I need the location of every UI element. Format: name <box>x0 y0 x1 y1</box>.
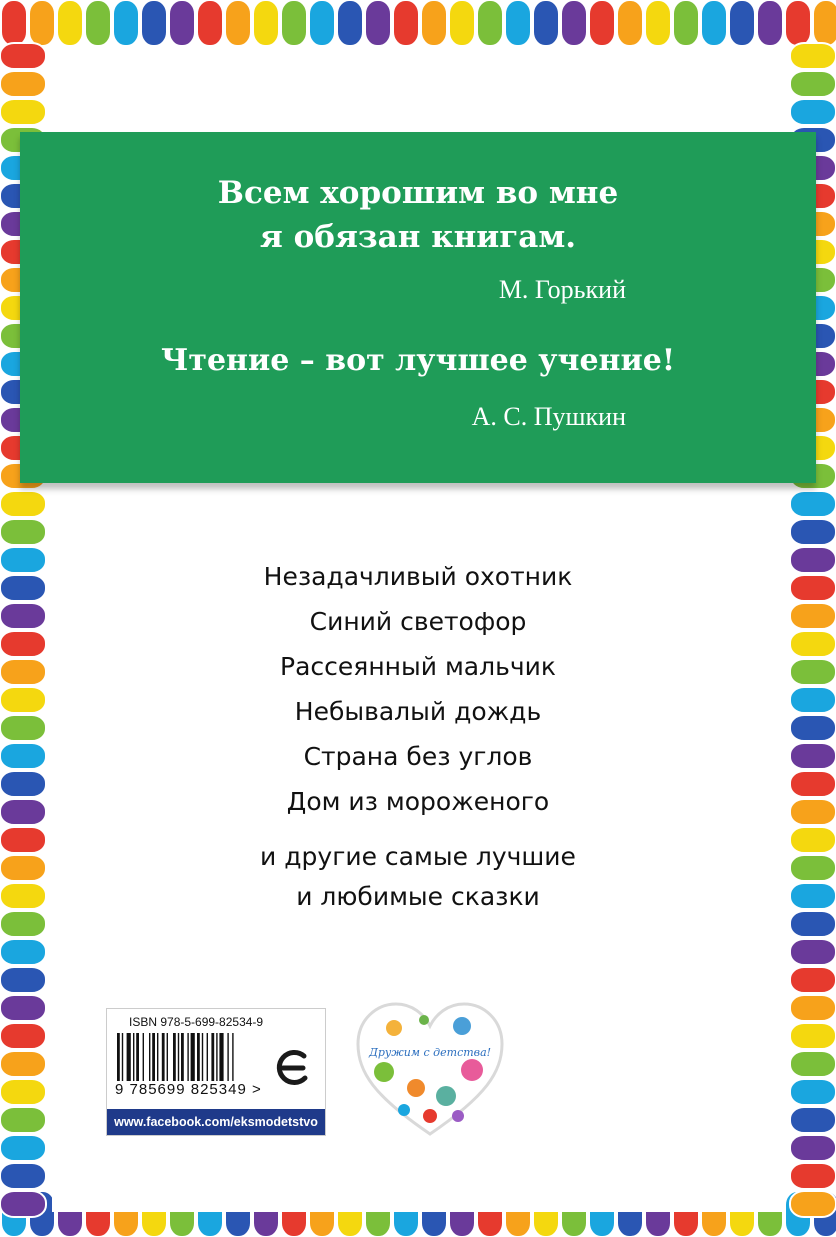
frame-scallop <box>790 995 836 1021</box>
frame-scallop <box>0 967 46 993</box>
frame-scallop <box>790 99 836 125</box>
frame-scallop <box>113 0 139 46</box>
frame-scallop <box>785 0 811 46</box>
frame-scallop <box>0 827 46 853</box>
barcode-bar <box>173 1033 176 1081</box>
frame-scallop <box>0 1023 46 1049</box>
frame-scallop <box>0 631 46 657</box>
frame-scallop <box>589 0 615 46</box>
frame-scallop <box>253 0 279 46</box>
frame-scallop <box>790 1107 836 1133</box>
barcode-bar <box>122 1033 123 1081</box>
frame-scallop <box>281 0 307 46</box>
story-title: Дом из мороженого <box>286 787 550 816</box>
quotes-panel <box>20 132 816 483</box>
frame-scallop <box>0 1191 46 1217</box>
contents-list <box>170 560 666 920</box>
barcode-bar <box>187 1033 188 1081</box>
story-title: Синий светофор <box>309 607 527 636</box>
frame-scallop <box>477 0 503 46</box>
frame-scallop <box>790 771 836 797</box>
frame-scallop <box>1 0 27 46</box>
gorky-quote-line-2: я обязан книгам. <box>259 219 577 255</box>
frame-scallop <box>790 687 836 713</box>
barcode-bar <box>216 1033 217 1081</box>
frame-scallop <box>0 547 46 573</box>
frame-scallop <box>0 603 46 629</box>
frame-scallop <box>645 0 671 46</box>
frame-scallop <box>790 967 836 993</box>
frame-scallop <box>309 0 335 46</box>
frame-scallop <box>85 0 111 46</box>
frame-scallop <box>790 1051 836 1077</box>
barcode-bar <box>152 1033 155 1081</box>
frame-scallop <box>141 0 167 46</box>
barcode-bar <box>219 1033 223 1081</box>
frame-scallop <box>0 99 46 125</box>
barcode-bar <box>191 1033 195 1081</box>
barcode-bar <box>127 1033 131 1081</box>
frame-scallop <box>197 0 223 46</box>
frame-scallop <box>0 939 46 965</box>
frame-scallop <box>0 1135 46 1161</box>
story-title: Рассеянный мальчик <box>280 652 556 681</box>
barcode-bar <box>207 1033 208 1081</box>
frame-scallop <box>0 43 46 69</box>
frame-scallop <box>790 799 836 825</box>
frame-scallop <box>225 0 251 46</box>
frame-scallop <box>617 0 643 46</box>
frame-scallop <box>790 547 836 573</box>
story-title: Небывалый дождь <box>294 697 542 726</box>
frame-scallop <box>790 43 836 69</box>
barcode-bar <box>211 1033 214 1081</box>
frame-scallop <box>0 491 46 517</box>
frame-scallop <box>790 715 836 741</box>
frame-scallop <box>790 1163 836 1189</box>
frame-scallop <box>505 0 531 46</box>
barcode-digits: 9 785699 825349 > <box>115 1081 262 1098</box>
isbn-label: ISBN 978-5-699-82534-9 <box>129 1015 264 1029</box>
badge-text: Дружим с детства! <box>368 1046 492 1059</box>
pushkin-author: А. С. Пушкин <box>471 402 626 431</box>
frame-scallop <box>533 0 559 46</box>
publisher-url: www.facebook.com/eksmodetstvo <box>107 1109 325 1135</box>
frame-scallop <box>790 939 836 965</box>
frame-scallop <box>0 855 46 881</box>
frame-scallop <box>0 743 46 769</box>
barcode-bar <box>167 1033 168 1081</box>
story-title: Незадачливый охотник <box>263 562 573 591</box>
frame-scallop <box>561 0 587 46</box>
more-stories-line-1: и другие самые лучшие <box>260 842 576 871</box>
frame-scallop <box>393 0 419 46</box>
frame-scallop <box>790 71 836 97</box>
frame-scallop <box>790 855 836 881</box>
frame-scallop <box>790 911 836 937</box>
frame-scallop <box>421 0 447 46</box>
frame-scallop <box>0 911 46 937</box>
frame-scallop <box>29 0 55 46</box>
barcode-icon <box>117 1033 277 1081</box>
frame-scallop <box>790 603 836 629</box>
frame-scallop <box>0 1079 46 1105</box>
frame-scallop <box>701 0 727 46</box>
frame-scallop <box>790 519 836 545</box>
barcode-bar <box>232 1033 233 1081</box>
barcode-bar <box>133 1033 134 1081</box>
frame-scallop <box>790 1023 836 1049</box>
frame-scallop <box>790 575 836 601</box>
barcode-bar <box>143 1033 144 1081</box>
frame-scallop <box>0 1107 46 1133</box>
frame-scallop <box>0 1163 46 1189</box>
story-title: Страна без углов <box>303 742 533 771</box>
barcode-bar <box>162 1033 165 1081</box>
frame-scallop <box>169 0 195 46</box>
frame-scallop <box>757 0 783 46</box>
frame-scallop <box>0 771 46 797</box>
frame-scallop <box>0 883 46 909</box>
publisher-logo-icon <box>274 1046 312 1090</box>
barcode-bar <box>197 1033 200 1081</box>
frame-scallop <box>0 575 46 601</box>
barcode-bar <box>202 1033 203 1081</box>
frame-scallop <box>0 715 46 741</box>
frame-scallop <box>0 71 46 97</box>
frame-scallop <box>813 0 836 46</box>
frame-scallop <box>790 883 836 909</box>
barcode-bar <box>181 1033 184 1081</box>
frame-scallop <box>0 799 46 825</box>
gorky-quote-line-1: Всем хорошим во мне <box>217 175 619 211</box>
frame-scallop <box>0 687 46 713</box>
barcode-bar <box>136 1033 139 1081</box>
pushkin-quote: Чтение – вот лучшее учение! <box>160 343 676 378</box>
frame-scallop <box>790 1135 836 1161</box>
more-stories-line-2: и любимые сказки <box>296 882 540 911</box>
frame-scallop <box>790 1079 836 1105</box>
frame-scallop <box>790 1191 836 1217</box>
frame-scallop <box>790 491 836 517</box>
frame-scallop <box>365 0 391 46</box>
frame-scallop <box>0 519 46 545</box>
frame-scallop <box>790 659 836 685</box>
frame-scallop <box>790 827 836 853</box>
frame-scallop <box>337 0 363 46</box>
frame-scallop <box>790 743 836 769</box>
frame-scallop <box>790 631 836 657</box>
frame-scallop <box>0 659 46 685</box>
gorky-author: М. Горький <box>498 275 626 304</box>
frame-scallop <box>673 0 699 46</box>
barcode-bar <box>178 1033 179 1081</box>
barcode-bar <box>117 1033 120 1081</box>
frame-scallop <box>0 995 46 1021</box>
frame-scallop <box>729 0 755 46</box>
frame-scallop <box>449 0 475 46</box>
barcode-bar <box>149 1033 150 1081</box>
heart-badge-icon <box>354 1000 506 1140</box>
frame-scallop <box>0 1051 46 1077</box>
frame-scallop <box>57 0 83 46</box>
barcode-bar <box>157 1033 158 1081</box>
barcode-bar <box>227 1033 228 1081</box>
